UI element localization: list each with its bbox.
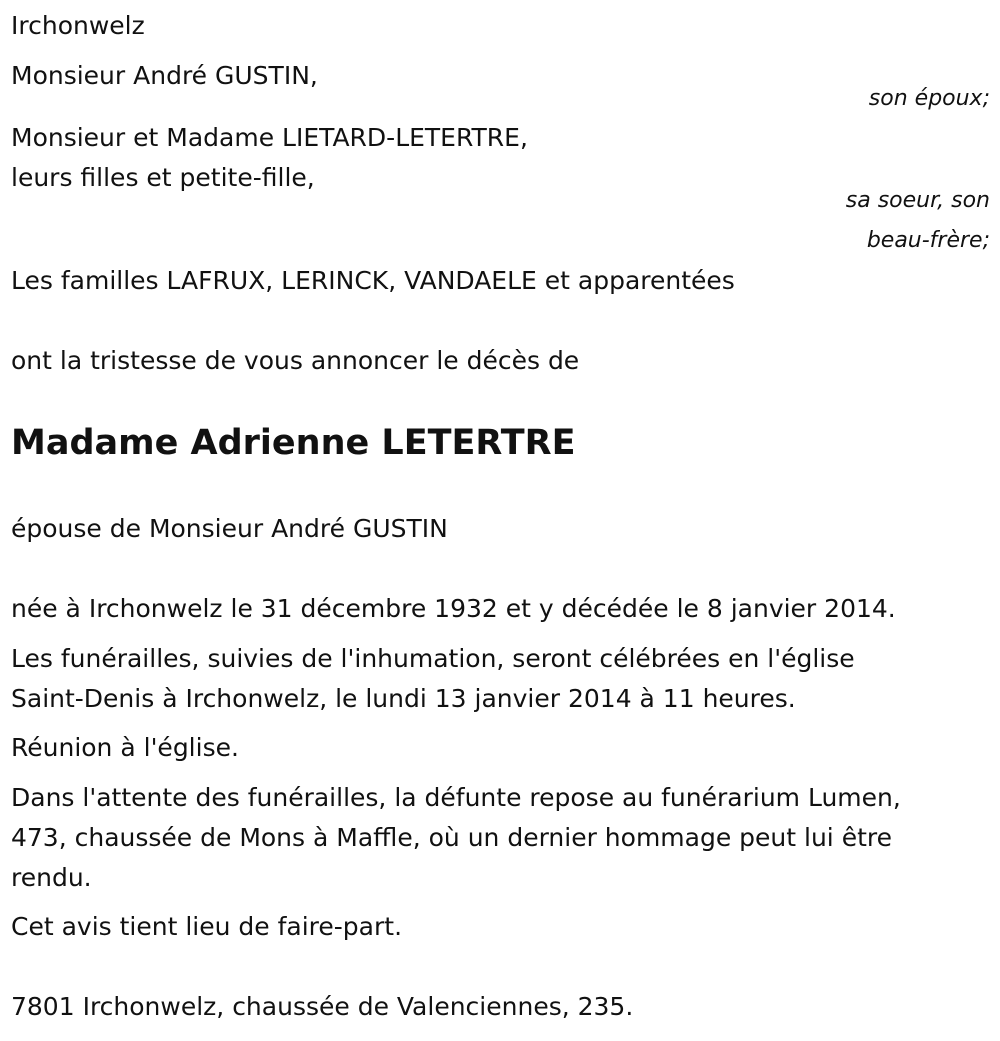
deceased-name: Madame Adrienne LETERTRE — [11, 423, 576, 463]
faire-part-line: Cet avis tient lieu de faire-part. — [11, 912, 403, 941]
funeral-details: Les funérailles, suivies de l'inhumation, seront célébrées en l'église — [11, 644, 855, 673]
place-heading: Irchonwelz — [11, 11, 145, 40]
announcement-line: ont la tristesse de vous annoncer le décès de — [11, 346, 580, 375]
family-member-relation: son époux; — [868, 86, 990, 111]
family-member-name: Monsieur André GUSTIN, — [11, 61, 318, 90]
family-member-relation-continued: beau-frère; — [866, 228, 990, 253]
repose-details-end: rendu. — [11, 863, 92, 892]
repose-details: Dans l'attente des funérailles, la défunte repose au funérarium Lumen, — [11, 783, 901, 812]
spouse-line: épouse de Monsieur André GUSTIN — [11, 514, 448, 543]
repose-details-continued: 473, chaussée de Mons à Maffle, où un dernier hommage peut lui être — [11, 823, 892, 852]
reunion-line: Réunion à l'église. — [11, 733, 239, 762]
birth-death-line: née à Irchonwelz le 31 décembre 1932 et y décédée le 8 janvier 2014. — [11, 594, 896, 623]
funeral-details-continued: Saint-Denis à Irchonwelz, le lundi 13 janvier 2014 à 11 heures. — [11, 684, 796, 713]
family-member-name-continued: leurs filles et petite-fille, — [11, 163, 315, 192]
families-line: Les familles LAFRUX, LERINCK, VANDAELE et apparentées — [11, 266, 735, 295]
family-member-relation: sa soeur, son — [845, 188, 990, 213]
family-member-name: Monsieur et Madame LIETARD-LETERTRE, — [11, 123, 528, 152]
address-line: 7801 Irchonwelz, chaussée de Valenciennes, 235. — [11, 992, 634, 1021]
